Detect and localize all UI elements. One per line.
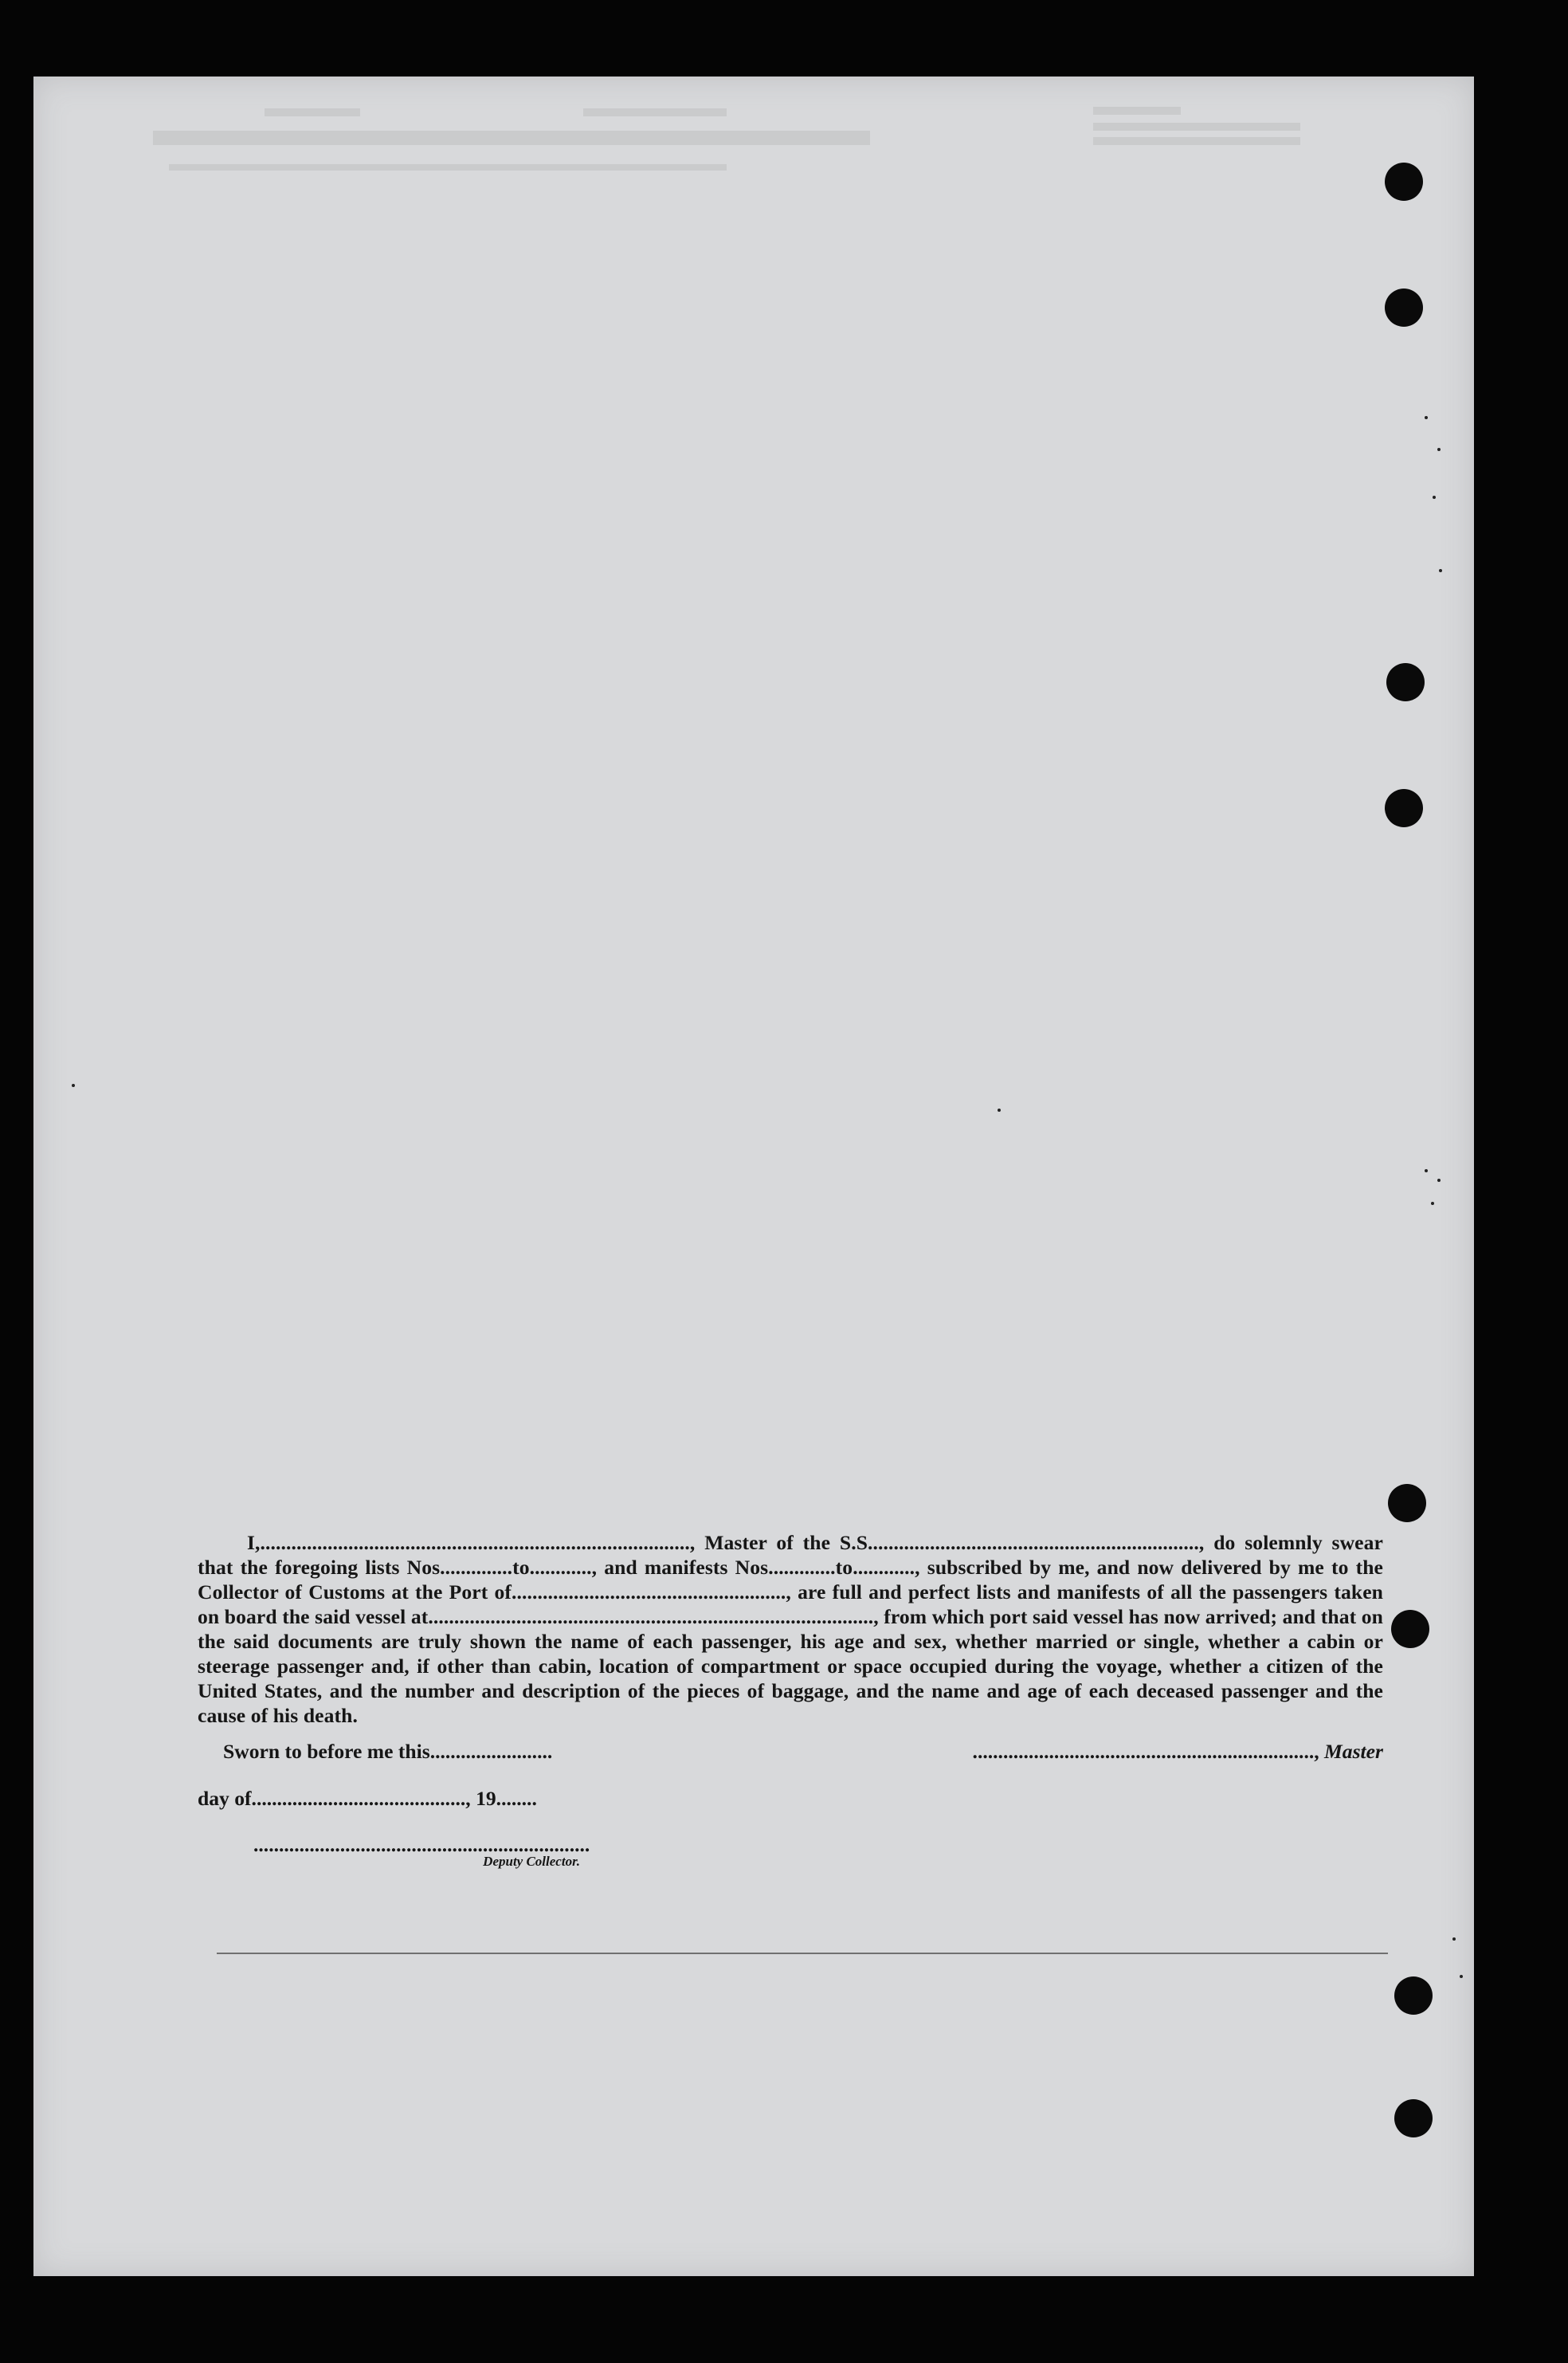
manifest-reverse-sheet: [33, 77, 1474, 2276]
punch-hole: [1391, 1610, 1429, 1648]
paper-speck: [1452, 1937, 1456, 1941]
punch-hole: [1394, 2099, 1433, 2137]
paper-speck: [1425, 1169, 1428, 1172]
master-oath-paragraph: [198, 1530, 1383, 1728]
paper-speck: [1437, 1179, 1441, 1182]
deputy-collector-label: Deputy Collector.: [483, 1854, 580, 1869]
paper-speck: [1433, 496, 1436, 499]
paper-speck: [1437, 448, 1441, 451]
paper-speck: [1425, 416, 1428, 419]
horizontal-rule: [217, 1953, 1388, 1954]
punch-hole: [1386, 663, 1425, 701]
oath-text: I,..................................................................................., Master of the S.S................................................................, do solemnly swear that the foregoing lists Nos..............to............, and manifests Nos.............to............, subscribed by me, and now delivered by me to the Collector of Customs at the Port of....................................................., are full and perfect lists and manifests of all the passengers taken on board the said vessel at......................................................................................, from which port said vessel has now arrived; and that on the said documents are truly shown the name of each passenger, his age and sex, whether married or single, whether a cabin or steerage passenger and, if other than cabin, location of compartment or space occupied during the voyage, whether a citizen of the United States, and the number and description of the pieces of baggage, and the name and age of each deceased passenger and the cause of his death.: [198, 1531, 1383, 1727]
master-signature-dots: ...................................................................,: [972, 1740, 1319, 1763]
punch-hole: [1385, 289, 1423, 327]
bleed-through-header: [137, 100, 1332, 196]
master-label: Master: [1324, 1740, 1383, 1763]
paper-speck: [1439, 569, 1442, 572]
paper-speck: [72, 1084, 75, 1087]
punch-hole: [1394, 1976, 1433, 2015]
paper-speck: [1460, 1975, 1463, 1978]
punch-hole: [1385, 163, 1423, 201]
punch-hole: [1385, 789, 1423, 827]
day-of-line: day of.........................................., 19........: [198, 1787, 537, 1810]
paper-speck: [998, 1109, 1001, 1112]
sworn-before-line: Sworn to before me this........................: [223, 1740, 553, 1763]
paper-speck: [1431, 1202, 1434, 1205]
master-signature-line: [900, 1740, 1383, 1764]
deputy-collector-signature-dots: ..................................................................: [253, 1833, 590, 1856]
punch-hole: [1388, 1484, 1426, 1522]
